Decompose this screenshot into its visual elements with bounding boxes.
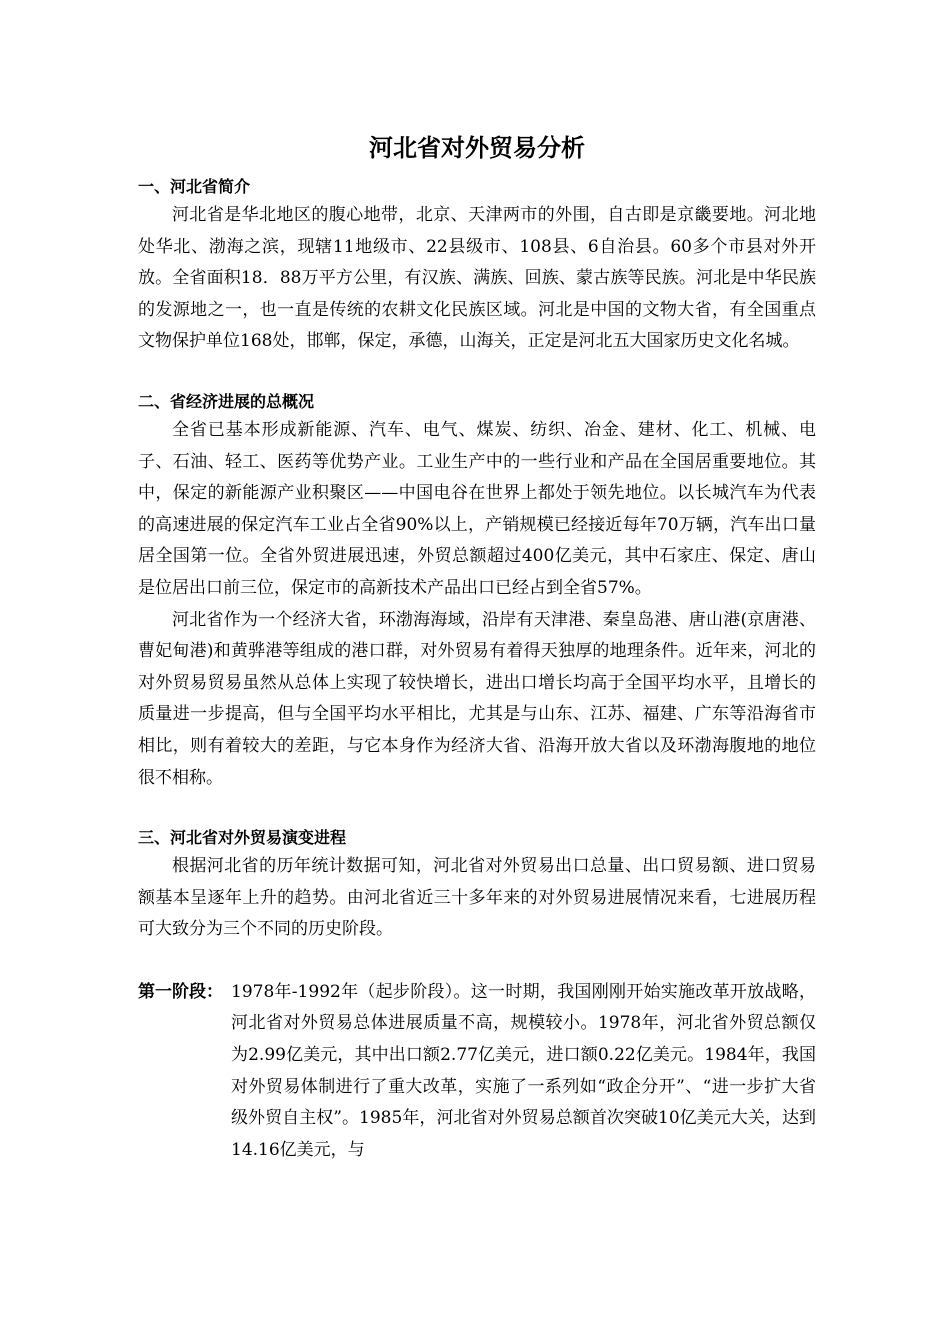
stage-one-label: 第一阶段： — [138, 981, 223, 1002]
section-economy-paragraph-1: 全省已基本形成新能源、汽车、电气、煤炭、纺织、冶金、建材、化工、机械、电子、石油、轻工、医药等优势产业。工业生产中的一些行业和产品在全国居重要地位。其中，保定的新能源产业积聚区——中国电谷在世界上都处于领先地位。以长城汽车为代表的高速进展的保定汽车工业占全省90%以上，产销规模已经接近每年70万辆，汽车出口量居全国第一位。全省外贸进展迅速，外贸总额超过400亿美元，其中石家庄、保定、唐山是位居出口前三位，保定市的高新技术产品出口已经占到全省57%。 — [138, 419, 816, 598]
document-page — [138, 130, 816, 1166]
section-spacer — [138, 946, 816, 977]
section-heading-economy: 二、省经济进展的总概况 — [138, 391, 315, 411]
section-trade-evolution-paragraph: 根据河北省的历年统计数据可知，河北省对外贸易出口总量、出口贸易额、进口贸易额基本呈逐年上升的趋势。由河北省近三十多年来的对外贸易进展情况来看，七进展历程可大致分为三个不同的历史阶段。 — [138, 856, 816, 940]
section-heading-trade-evolution: 三、河北省对外贸易演变进程 — [138, 828, 347, 848]
section-economy-paragraph-2: 河北省作为一个经济大省，环渤海海域，沿岸有天津港、秦皇岛港、唐山港(京唐港、曹妃甸港)和黄骅港等组成的港口群，对外贸易有着得天独厚的地理条件。近年来，河北的对外贸易贸易虽然从总体上实现了较快增长，进出口增长均高于全国平均水平，且增长的质量进一步提高，但与全国平均水平相比，尤其是与山东、江苏、福建、广东等沿海省市相比，则有着较大的差距，与它本身作为经济大省、沿海开放大省以及环渤海腹地的地位很不相称。 — [138, 609, 816, 788]
section-spacer — [138, 358, 816, 389]
section-spacer — [138, 794, 816, 825]
document-title: 河北省对外贸易分析 — [369, 134, 585, 162]
stage-one-text: 1978年-1992年（起步阶段）。这一时期，我国刚刚开始实施改革开放战略，河北省对外贸易总体进展质量不高，规模较小。1978年，河北省外贸总额仅为2.99亿美元，其中出口额2.77亿美元，进口额0.22亿美元。1984年，我国对外贸易体制进行了重大改革，实施了一系列如“政企分开”、“进一步扩大省级外贸自主权”。1985年，河北省对外贸易总额首次突破10亿美元大关，达到14.16亿美元，与 — [231, 981, 816, 1160]
section-heading-intro: 一、河北省简介 — [138, 177, 251, 196]
section-intro-paragraph: 河北省是华北地区的腹心地带，北京、天津两市的外围，自古即是京畿要地。河北地处华北、渤海之滨，现辖11地级市、22县级市、108县、6自治县。60多个市县对外开放。全省面积18．88万平方公里，有汉族、满族、回族、蒙古族等民族。河北是中华民族的发源地之一，也一直是传统的农耕文化民族区域。河北是中国的文物大省，有全国重点文物保护单位168处，邯郸，保定，承德，山海关，正定是河北五大国家历史文化名城。 — [138, 205, 816, 352]
stage-one-block — [138, 977, 816, 1167]
